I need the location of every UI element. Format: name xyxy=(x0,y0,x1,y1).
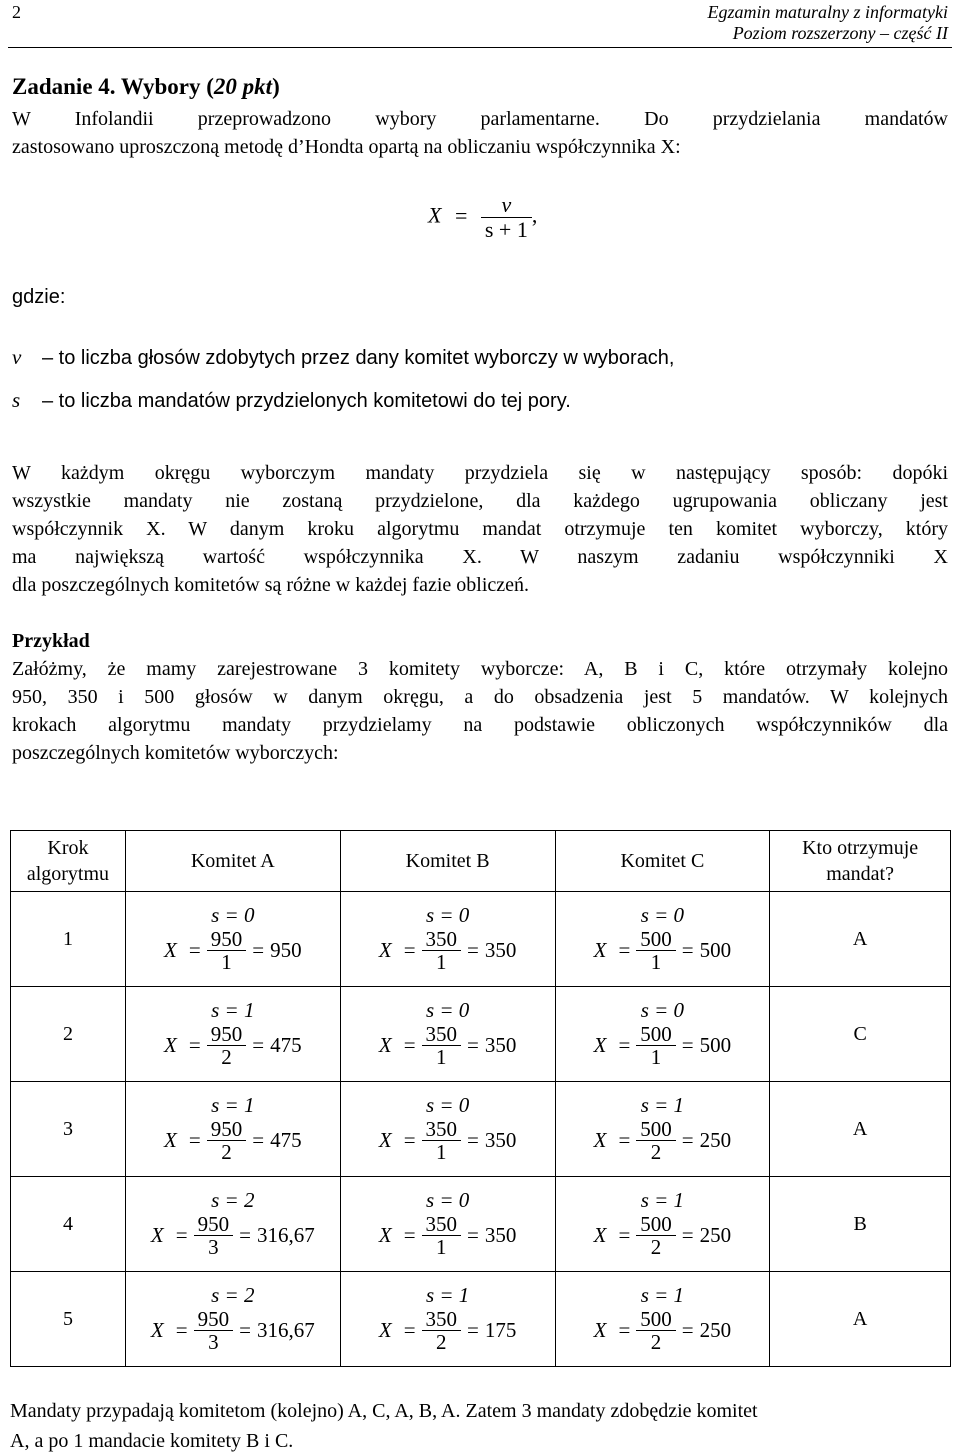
step-cell: 1 xyxy=(11,892,126,987)
intro-paragraph xyxy=(12,105,948,161)
votes-numerator: 500 xyxy=(640,1212,672,1236)
coefficient-result: 500 xyxy=(699,938,732,962)
coefficient-result: 350 xyxy=(484,1223,517,1247)
dhondt-table xyxy=(10,830,951,1367)
x-symbol: X xyxy=(378,1223,392,1247)
committee-a-cell xyxy=(125,1177,340,1272)
seat-count: s = 2 xyxy=(211,1188,255,1212)
coefficient-calc xyxy=(151,1285,315,1353)
x-symbol: X xyxy=(593,1318,607,1342)
divisor-denominator: 2 xyxy=(650,1140,662,1164)
votes-numerator: 350 xyxy=(425,1307,458,1331)
summary-line-2: A, a po 1 mandacie komitety B i C. xyxy=(10,1430,294,1452)
winner-cell: A xyxy=(770,892,951,987)
coefficient-fraction xyxy=(422,1023,462,1068)
equals-sign: = xyxy=(467,1033,479,1057)
equals-sign: = xyxy=(252,938,265,962)
committee-c-cell xyxy=(555,987,770,1082)
equals-sign: = xyxy=(618,1128,631,1152)
coefficient-calc xyxy=(379,1285,517,1353)
coefficient-result: 500 xyxy=(699,1033,732,1057)
header-committee-c: Komitet C xyxy=(555,831,770,892)
header-committee-a: Komitet A xyxy=(125,831,340,892)
coefficient-calc xyxy=(151,1190,315,1258)
example-section xyxy=(12,627,948,767)
votes-numerator: 350 xyxy=(425,1022,458,1046)
x-symbol: X xyxy=(378,1033,392,1057)
rules-line: ma największą wartość współczynnika X. W naszym zadaniu współczynniki X xyxy=(12,546,948,568)
votes-numerator: 500 xyxy=(640,1307,672,1331)
coefficient-calc xyxy=(594,1190,732,1258)
committee-c-cell xyxy=(555,1272,770,1367)
table-row xyxy=(11,987,951,1082)
coefficient-result: 950 xyxy=(270,938,302,962)
divisor-denominator: 1 xyxy=(221,950,232,974)
seat-count: s = 0 xyxy=(425,1188,470,1212)
coefficient-calc xyxy=(379,905,517,973)
equals-sign: = xyxy=(681,1318,694,1342)
header-committee-b: Komitet B xyxy=(340,831,555,892)
intro-line-2: zastosowano uproszczoną metodę d’Hondta opartą na obliczaniu współczynnika X: xyxy=(12,136,681,158)
votes-numerator: 500 xyxy=(640,927,672,951)
equals-sign: = xyxy=(403,1223,416,1247)
divisor-denominator: 2 xyxy=(221,1045,232,1069)
equals-sign: = xyxy=(618,1033,631,1057)
coefficient-fraction xyxy=(636,1023,676,1068)
example-heading: Przykład xyxy=(12,630,90,652)
committee-a-cell xyxy=(125,987,340,1082)
x-symbol: X xyxy=(593,1223,607,1247)
coefficient-result: 250 xyxy=(699,1223,732,1247)
divisor-denominator: 1 xyxy=(650,950,662,974)
header-divider xyxy=(8,47,952,48)
coefficient-fraction xyxy=(422,1308,462,1353)
equals-sign: = xyxy=(175,1223,188,1247)
formula xyxy=(428,193,537,242)
votes-numerator: 950 xyxy=(197,1307,230,1331)
winner-cell: A xyxy=(770,1082,951,1177)
seat-count: s = 0 xyxy=(640,903,685,927)
equals-sign: = xyxy=(467,1128,479,1152)
header-winner: Kto otrzymuje mandat? xyxy=(770,831,951,892)
coefficient-fraction xyxy=(207,928,247,973)
coefficient-fraction xyxy=(422,1213,462,1258)
formula-numerator: v xyxy=(501,192,512,217)
step-cell: 2 xyxy=(11,987,126,1082)
coefficient-calc xyxy=(379,1095,517,1163)
task-points: 20 pkt xyxy=(213,74,273,99)
equals-sign: = xyxy=(403,1128,416,1152)
rules-line: wszystkie mandaty nie zostaną przydzielone, dla każdego ugrupowania obliczany jest xyxy=(12,490,948,512)
equals-sign: = xyxy=(403,1318,416,1342)
coefficient-calc xyxy=(594,1000,732,1068)
formula-fraction xyxy=(481,193,532,242)
seat-count: s = 1 xyxy=(425,1283,470,1307)
table-row xyxy=(11,892,951,987)
task-title xyxy=(12,74,280,100)
coefficient-calc xyxy=(594,1095,732,1163)
seat-count: s = 0 xyxy=(425,998,470,1022)
rules-line: współczynnik X. W danym kroku algorytmu mandat otrzymuje ten komitet wyborczy, który xyxy=(12,518,948,540)
definition-s xyxy=(12,388,571,413)
committee-a-cell xyxy=(125,892,340,987)
x-symbol: X xyxy=(150,1223,164,1247)
coefficient-calc xyxy=(379,1000,517,1068)
committee-a-cell xyxy=(125,1082,340,1177)
example-line: krokach algorytmu mandaty przydzielamy na podstawie obliczonych współczynników dla xyxy=(12,714,948,736)
example-line: poszczególnych komitetów wyborczych: xyxy=(12,742,339,764)
x-symbol: X xyxy=(593,1128,607,1152)
coefficient-result: 475 xyxy=(270,1128,302,1152)
table-row xyxy=(11,1082,951,1177)
equals-sign: = xyxy=(252,1128,265,1152)
x-symbol: X xyxy=(378,1128,392,1152)
committee-c-cell xyxy=(555,892,770,987)
seat-count: s = 1 xyxy=(640,1188,685,1212)
votes-numerator: 950 xyxy=(197,1212,230,1236)
coefficient-result: 475 xyxy=(270,1033,302,1057)
equals-sign: = xyxy=(188,1128,201,1152)
votes-numerator: 950 xyxy=(210,1117,243,1141)
committee-c-cell xyxy=(555,1082,770,1177)
coefficient-fraction xyxy=(194,1308,234,1353)
step-cell: 3 xyxy=(11,1082,126,1177)
equals-sign: = xyxy=(467,1318,479,1342)
coefficient-calc xyxy=(164,905,302,973)
task-title-close: ) xyxy=(272,74,280,99)
equals-sign: = xyxy=(239,1223,251,1247)
divisor-denominator: 2 xyxy=(436,1330,447,1354)
committee-b-cell xyxy=(340,1177,555,1272)
running-header xyxy=(708,2,949,44)
votes-numerator: 950 xyxy=(210,1022,243,1046)
coefficient-fraction xyxy=(636,1213,676,1258)
winner-cell: A xyxy=(770,1272,951,1367)
rules-paragraph xyxy=(12,459,948,599)
summary xyxy=(10,1396,948,1456)
coefficient-fraction xyxy=(636,1308,676,1353)
example-line: 950, 350 i 500 głosów w danym okręgu, a do obsadzenia jest 5 mandatów. W kolejnych xyxy=(12,686,948,708)
divisor-denominator: 1 xyxy=(650,1045,662,1069)
equals-sign: = xyxy=(403,938,416,962)
votes-numerator: 500 xyxy=(640,1022,672,1046)
definition-v xyxy=(12,345,675,370)
equals-sign: = xyxy=(618,1318,631,1342)
rules-line: dla poszczególnych komitetów są różne w każdej fazie obliczeń. xyxy=(12,574,530,596)
x-symbol: X xyxy=(164,938,177,962)
divisor-denominator: 3 xyxy=(208,1235,219,1259)
coefficient-result: 316,67 xyxy=(256,1223,315,1247)
step-cell: 5 xyxy=(11,1272,126,1367)
winner-cell: B xyxy=(770,1177,951,1272)
coefficient-calc xyxy=(594,905,732,973)
equals-sign: = xyxy=(681,1033,694,1057)
coefficient-result: 250 xyxy=(699,1128,732,1152)
coefficient-fraction xyxy=(422,1118,462,1163)
header-step: Krok algorytmu xyxy=(11,831,126,892)
coefficient-fraction xyxy=(207,1023,247,1068)
x-symbol: X xyxy=(164,1033,177,1057)
equals-sign: = xyxy=(618,938,631,962)
seat-count: s = 0 xyxy=(211,903,255,927)
equals-sign: = xyxy=(239,1318,251,1342)
seat-count: s = 1 xyxy=(211,1093,255,1117)
coefficient-fraction xyxy=(636,928,676,973)
definition-text: – to liczba głosów zdobytych przez dany komitet wyborczy w wyborach, xyxy=(42,347,675,369)
task-title-text: Zadanie 4. Wybory ( xyxy=(12,74,214,99)
x-symbol: X xyxy=(164,1128,177,1152)
x-symbol: X xyxy=(150,1318,164,1342)
x-symbol: X xyxy=(593,1033,607,1057)
equals-sign: = xyxy=(618,1223,631,1247)
equals-sign: = xyxy=(403,1033,416,1057)
intro-line-1: W Infolandii przeprowadzono wybory parlamentarne. Do przydzielania mandatów xyxy=(12,108,948,130)
coefficient-result: 350 xyxy=(484,1033,517,1057)
equals-sign: = xyxy=(188,1033,201,1057)
committee-b-cell xyxy=(340,1082,555,1177)
formula-lhs: X xyxy=(428,202,442,228)
coefficient-result: 175 xyxy=(484,1318,517,1342)
equals-sign: = xyxy=(681,1128,694,1152)
votes-numerator: 950 xyxy=(210,927,243,951)
seat-count: s = 1 xyxy=(640,1093,685,1117)
seat-count: s = 0 xyxy=(425,1093,470,1117)
coefficient-calc xyxy=(164,1095,302,1163)
exam-title: Egzamin maturalny z informatyki xyxy=(707,2,948,22)
coefficient-fraction xyxy=(422,928,462,973)
definition-symbol: v xyxy=(12,345,22,369)
step-cell: 4 xyxy=(11,1177,126,1272)
summary-line-1: Mandaty przypadają komitetom (kolejno) A, C, A, B, A. Zatem 3 mandaty zdobędzie komitet xyxy=(10,1400,758,1422)
winner-cell: C xyxy=(770,987,951,1082)
votes-numerator: 350 xyxy=(425,1117,458,1141)
exam-level: Poziom rozszerzony – część II xyxy=(732,23,948,43)
divisor-denominator: 3 xyxy=(208,1330,219,1354)
committee-c-cell xyxy=(555,1177,770,1272)
equals-sign: = xyxy=(252,1033,265,1057)
gdzie-label: gdzie: xyxy=(12,286,66,308)
coefficient-result: 316,67 xyxy=(256,1318,315,1342)
votes-numerator: 350 xyxy=(425,927,458,951)
seat-count: s = 1 xyxy=(640,1283,685,1307)
example-line: Załóżmy, że mamy zarejestrowane 3 komitety wyborcze: A, B i C, które otrzymały kolejno xyxy=(12,658,948,680)
page-number: 2 xyxy=(12,2,21,22)
equals-sign: = xyxy=(467,1223,479,1247)
table-row xyxy=(11,1272,951,1367)
coefficient-calc xyxy=(164,1000,302,1068)
divisor-denominator: 2 xyxy=(221,1140,232,1164)
formula-comma: , xyxy=(531,202,538,228)
divisor-denominator: 1 xyxy=(436,1045,447,1069)
coefficient-calc xyxy=(379,1190,517,1258)
x-symbol: X xyxy=(593,938,607,962)
divisor-denominator: 2 xyxy=(650,1330,662,1354)
rules-line: W każdym okręgu wyborczym mandaty przydziela się w następujący sposób: dopóki xyxy=(12,462,948,484)
divisor-denominator: 2 xyxy=(650,1235,662,1259)
committee-b-cell xyxy=(340,1272,555,1367)
votes-numerator: 500 xyxy=(640,1117,672,1141)
table-row xyxy=(11,1177,951,1272)
committee-a-cell xyxy=(125,1272,340,1367)
committee-b-cell xyxy=(340,987,555,1082)
formula-equals: = xyxy=(454,202,468,228)
x-symbol: X xyxy=(378,1318,392,1342)
seat-count: s = 1 xyxy=(211,998,255,1022)
equals-sign: = xyxy=(175,1318,188,1342)
coefficient-fraction xyxy=(636,1118,676,1163)
equals-sign: = xyxy=(188,938,201,962)
divisor-denominator: 1 xyxy=(436,1235,447,1259)
coefficient-calc xyxy=(594,1285,732,1353)
votes-numerator: 350 xyxy=(425,1212,458,1236)
committee-b-cell xyxy=(340,892,555,987)
coefficient-fraction xyxy=(207,1118,247,1163)
x-symbol: X xyxy=(378,938,392,962)
table-header-row xyxy=(11,831,951,892)
divisor-denominator: 1 xyxy=(436,950,447,974)
coefficient-result: 350 xyxy=(484,938,517,962)
coefficient-result: 350 xyxy=(484,1128,517,1152)
divisor-denominator: 1 xyxy=(436,1140,447,1164)
seat-count: s = 0 xyxy=(640,998,685,1022)
coefficient-result: 250 xyxy=(699,1318,732,1342)
equals-sign: = xyxy=(467,938,479,962)
seat-count: s = 2 xyxy=(211,1283,255,1307)
equals-sign: = xyxy=(681,938,694,962)
seat-count: s = 0 xyxy=(425,903,470,927)
equals-sign: = xyxy=(681,1223,694,1247)
coefficient-fraction xyxy=(194,1213,234,1258)
definition-symbol: s xyxy=(12,388,21,412)
formula-denominator: s + 1 xyxy=(484,217,528,242)
definition-text: – to liczba mandatów przydzielonych komitetowi do tej pory. xyxy=(42,390,571,412)
